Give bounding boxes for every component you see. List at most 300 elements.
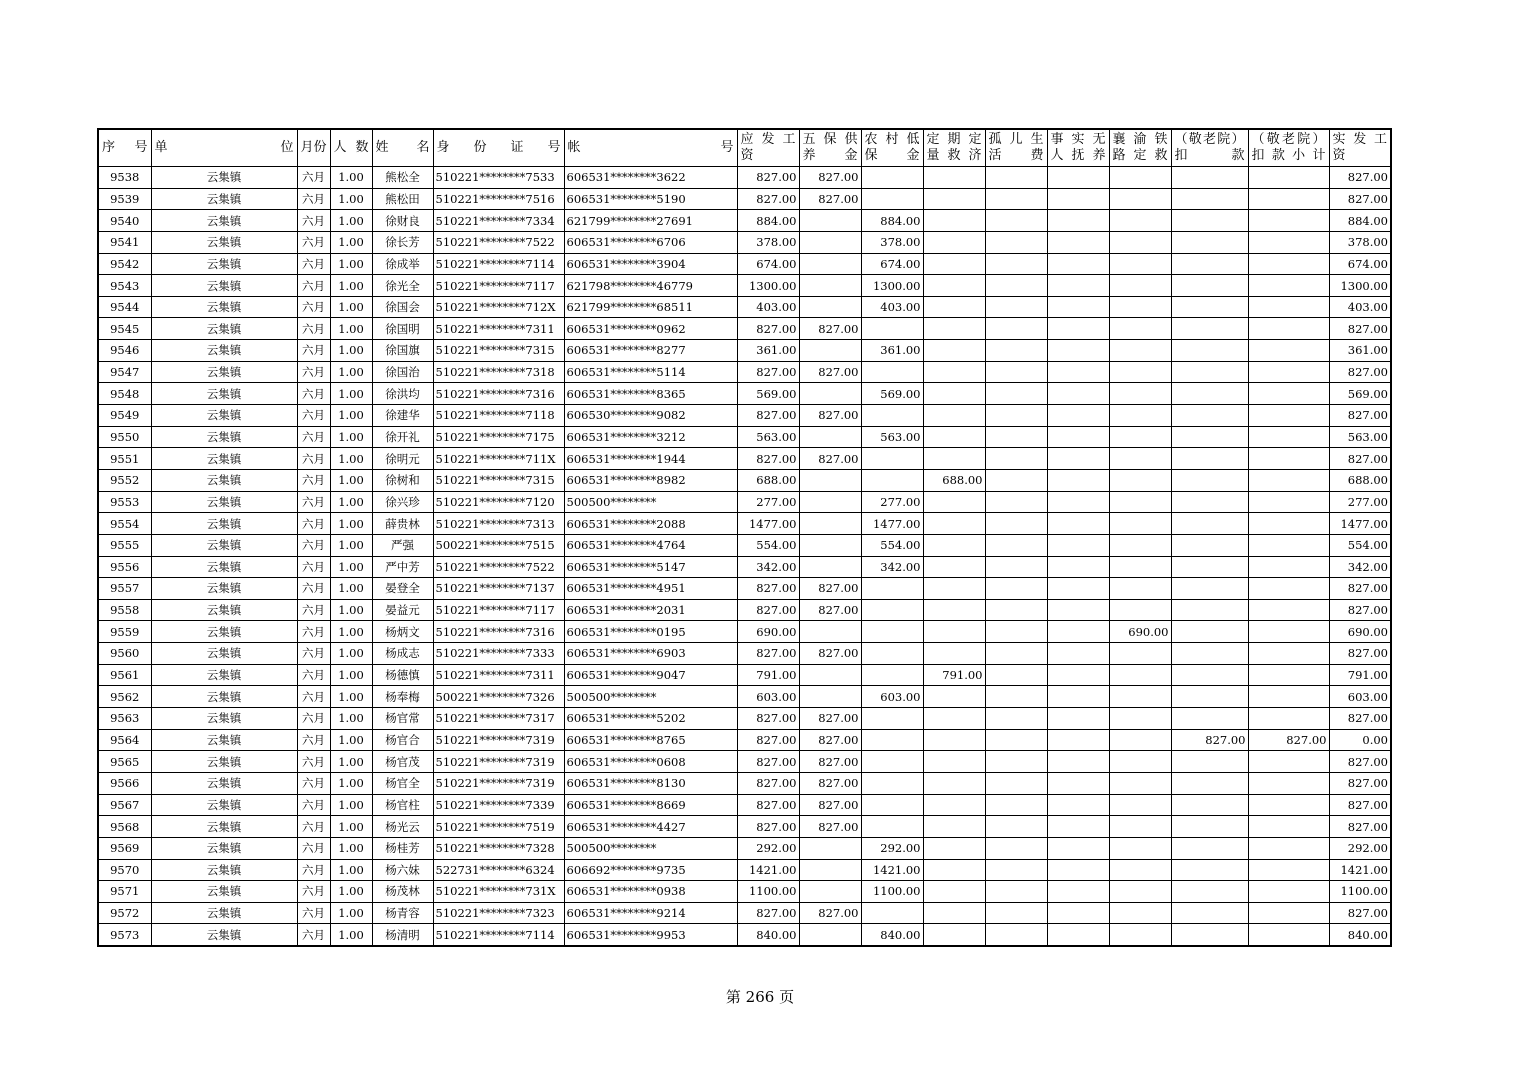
table-row	[98, 556, 1391, 578]
deduction-subtotal-cell	[1248, 275, 1329, 297]
orphan-cell	[985, 643, 1047, 665]
name-cell: 杨官合	[372, 729, 433, 751]
unsupported-child-cell	[1047, 837, 1109, 859]
account-cell: 606531********0938	[564, 881, 737, 903]
deduction-subtotal-cell	[1248, 253, 1329, 275]
unit-cell: 云集镇	[151, 902, 297, 924]
id-number-cell: 510221********7114	[433, 924, 564, 946]
rural-subsidy-cell	[861, 361, 923, 383]
name-cell: 薛贵林	[372, 513, 433, 535]
railway-relief-cell	[1109, 837, 1171, 859]
unit-cell: 云集镇	[151, 881, 297, 903]
unsupported-child-cell	[1047, 599, 1109, 621]
name-cell: 徐明元	[372, 448, 433, 470]
deduction-subtotal-cell	[1248, 924, 1329, 946]
count-cell: 1.00	[330, 448, 372, 470]
railway-relief-cell	[1109, 751, 1171, 773]
month-cell: 六月	[297, 469, 330, 491]
deduction-subtotal-cell	[1248, 686, 1329, 708]
net-pay-cell: 884.00	[1329, 210, 1391, 232]
unit-cell: 云集镇	[151, 751, 297, 773]
account-cell: 606531********2031	[564, 599, 737, 621]
unit-cell: 云集镇	[151, 513, 297, 535]
rural-subsidy-cell	[861, 318, 923, 340]
id-number-cell: 510221********731X	[433, 881, 564, 903]
fixed-relief-cell	[923, 405, 985, 427]
month-cell: 六月	[297, 210, 330, 232]
unsupported-child-cell	[1047, 643, 1109, 665]
net-pay-cell: 827.00	[1329, 599, 1391, 621]
nursing-deduction-cell	[1171, 361, 1248, 383]
rural-subsidy-cell: 1100.00	[861, 881, 923, 903]
deduction-subtotal-cell	[1248, 426, 1329, 448]
net-pay-cell: 1421.00	[1329, 859, 1391, 881]
name-cell: 杨六妹	[372, 859, 433, 881]
rural-subsidy-cell: 554.00	[861, 534, 923, 556]
railway-relief-cell	[1109, 296, 1171, 318]
count-cell: 1.00	[330, 621, 372, 643]
nursing-deduction-cell	[1171, 794, 1248, 816]
net-pay-cell: 827.00	[1329, 578, 1391, 600]
serial-cell: 9569	[98, 837, 151, 859]
account-cell: 606531********9214	[564, 902, 737, 924]
account-cell: 606531********0195	[564, 621, 737, 643]
id-number-cell: 510221********711X	[433, 448, 564, 470]
gross-pay-cell: 674.00	[737, 253, 799, 275]
count-cell: 1.00	[330, 188, 372, 210]
fixed-relief-cell	[923, 275, 985, 297]
deduction-subtotal-cell	[1248, 340, 1329, 362]
deduction-subtotal-cell	[1248, 296, 1329, 318]
nursing-deduction-cell	[1171, 383, 1248, 405]
gross-pay-cell: 827.00	[737, 643, 799, 665]
payroll-table	[97, 128, 1392, 947]
column-header: 襄 渝 铁 路 定 救	[1109, 129, 1171, 167]
rural-subsidy-cell	[861, 167, 923, 189]
count-cell: 1.00	[330, 816, 372, 838]
table-row	[98, 751, 1391, 773]
name-cell: 徐财良	[372, 210, 433, 232]
name-cell: 杨官茂	[372, 751, 433, 773]
serial-cell: 9562	[98, 686, 151, 708]
account-cell: 606531********8130	[564, 772, 737, 794]
account-cell: 500500********	[564, 491, 737, 513]
account-cell: 500500********	[564, 686, 737, 708]
nursing-deduction-cell	[1171, 859, 1248, 881]
orphan-cell	[985, 599, 1047, 621]
count-cell: 1.00	[330, 210, 372, 232]
railway-relief-cell	[1109, 686, 1171, 708]
deduction-subtotal-cell	[1248, 210, 1329, 232]
table-row	[98, 469, 1391, 491]
fixed-relief-cell: 791.00	[923, 664, 985, 686]
id-number-cell: 510221********7533	[433, 167, 564, 189]
deduction-subtotal-cell	[1248, 361, 1329, 383]
id-number-cell: 510221********7328	[433, 837, 564, 859]
month-cell: 六月	[297, 578, 330, 600]
unit-cell: 云集镇	[151, 405, 297, 427]
table-row	[98, 491, 1391, 513]
five-guarantee-cell: 827.00	[799, 599, 861, 621]
unit-cell: 云集镇	[151, 643, 297, 665]
gross-pay-cell: 884.00	[737, 210, 799, 232]
month-cell: 六月	[297, 664, 330, 686]
five-guarantee-cell	[799, 837, 861, 859]
name-cell: 徐国明	[372, 318, 433, 340]
rural-subsidy-cell	[861, 751, 923, 773]
id-number-cell: 510221********7315	[433, 469, 564, 491]
table-body	[98, 167, 1391, 947]
orphan-cell	[985, 210, 1047, 232]
unit-cell: 云集镇	[151, 729, 297, 751]
unsupported-child-cell	[1047, 772, 1109, 794]
account-cell: 606531********6706	[564, 231, 737, 253]
five-guarantee-cell	[799, 296, 861, 318]
five-guarantee-cell	[799, 686, 861, 708]
fixed-relief-cell	[923, 448, 985, 470]
nursing-deduction-cell	[1171, 210, 1248, 232]
five-guarantee-cell	[799, 859, 861, 881]
unit-cell: 云集镇	[151, 599, 297, 621]
railway-relief-cell	[1109, 405, 1171, 427]
name-cell: 杨奉梅	[372, 686, 433, 708]
account-cell: 606531********2088	[564, 513, 737, 535]
table-row	[98, 621, 1391, 643]
unsupported-child-cell	[1047, 231, 1109, 253]
month-cell: 六月	[297, 751, 330, 773]
five-guarantee-cell: 827.00	[799, 794, 861, 816]
count-cell: 1.00	[330, 318, 372, 340]
railway-relief-cell	[1109, 859, 1171, 881]
fixed-relief-cell	[923, 361, 985, 383]
nursing-deduction-cell	[1171, 513, 1248, 535]
count-cell: 1.00	[330, 729, 372, 751]
five-guarantee-cell: 827.00	[799, 708, 861, 730]
net-pay-cell: 554.00	[1329, 534, 1391, 556]
rural-subsidy-cell	[861, 405, 923, 427]
net-pay-cell: 827.00	[1329, 167, 1391, 189]
table-row	[98, 426, 1391, 448]
serial-cell: 9566	[98, 772, 151, 794]
count-cell: 1.00	[330, 837, 372, 859]
count-cell: 1.00	[330, 556, 372, 578]
rural-subsidy-cell: 1421.00	[861, 859, 923, 881]
count-cell: 1.00	[330, 426, 372, 448]
nursing-deduction-cell	[1171, 751, 1248, 773]
id-number-cell: 522731********6324	[433, 859, 564, 881]
unit-cell: 云集镇	[151, 794, 297, 816]
serial-cell: 9551	[98, 448, 151, 470]
gross-pay-cell: 827.00	[737, 599, 799, 621]
unit-cell: 云集镇	[151, 426, 297, 448]
orphan-cell	[985, 513, 1047, 535]
gross-pay-cell: 827.00	[737, 816, 799, 838]
serial-cell: 9542	[98, 253, 151, 275]
railway-relief-cell	[1109, 902, 1171, 924]
id-number-cell: 510221********7317	[433, 708, 564, 730]
unsupported-child-cell	[1047, 469, 1109, 491]
five-guarantee-cell: 827.00	[799, 578, 861, 600]
name-cell: 晏益元	[372, 599, 433, 621]
fixed-relief-cell	[923, 578, 985, 600]
count-cell: 1.00	[330, 686, 372, 708]
name-cell: 徐国旗	[372, 340, 433, 362]
rural-subsidy-cell	[861, 794, 923, 816]
deduction-subtotal-cell	[1248, 491, 1329, 513]
fixed-relief-cell	[923, 513, 985, 535]
account-cell: 606531********9047	[564, 664, 737, 686]
fixed-relief-cell	[923, 599, 985, 621]
table-row	[98, 383, 1391, 405]
net-pay-cell: 827.00	[1329, 794, 1391, 816]
gross-pay-cell: 827.00	[737, 729, 799, 751]
fixed-relief-cell	[923, 881, 985, 903]
fixed-relief-cell	[923, 383, 985, 405]
table-row	[98, 902, 1391, 924]
deduction-subtotal-cell	[1248, 188, 1329, 210]
net-pay-cell: 277.00	[1329, 491, 1391, 513]
table-row	[98, 405, 1391, 427]
gross-pay-cell: 563.00	[737, 426, 799, 448]
name-cell: 徐国治	[372, 361, 433, 383]
nursing-deduction-cell	[1171, 188, 1248, 210]
gross-pay-cell: 603.00	[737, 686, 799, 708]
unit-cell: 云集镇	[151, 556, 297, 578]
deduction-subtotal-cell: 827.00	[1248, 729, 1329, 751]
nursing-deduction-cell: 827.00	[1171, 729, 1248, 751]
nursing-deduction-cell	[1171, 578, 1248, 600]
nursing-deduction-cell	[1171, 599, 1248, 621]
nursing-deduction-cell	[1171, 469, 1248, 491]
unit-cell: 云集镇	[151, 383, 297, 405]
net-pay-cell: 827.00	[1329, 188, 1391, 210]
deduction-subtotal-cell	[1248, 751, 1329, 773]
table-row	[98, 599, 1391, 621]
gross-pay-cell: 827.00	[737, 167, 799, 189]
unsupported-child-cell	[1047, 275, 1109, 297]
deduction-subtotal-cell	[1248, 231, 1329, 253]
table-row	[98, 816, 1391, 838]
deduction-subtotal-cell	[1248, 513, 1329, 535]
name-cell: 严强	[372, 534, 433, 556]
orphan-cell	[985, 794, 1047, 816]
account-cell: 500500********	[564, 837, 737, 859]
table-row	[98, 318, 1391, 340]
five-guarantee-cell: 827.00	[799, 902, 861, 924]
serial-cell: 9553	[98, 491, 151, 513]
account-cell: 606531********8277	[564, 340, 737, 362]
serial-cell: 9567	[98, 794, 151, 816]
rural-subsidy-cell: 1477.00	[861, 513, 923, 535]
nursing-deduction-cell	[1171, 253, 1248, 275]
column-header: 定 期 定 量 救 济	[923, 129, 985, 167]
rural-subsidy-cell	[861, 664, 923, 686]
table-row	[98, 448, 1391, 470]
fixed-relief-cell	[923, 188, 985, 210]
unsupported-child-cell	[1047, 188, 1109, 210]
serial-cell: 9559	[98, 621, 151, 643]
serial-cell: 9558	[98, 599, 151, 621]
account-cell: 606531********5147	[564, 556, 737, 578]
month-cell: 六月	[297, 794, 330, 816]
id-number-cell: 510221********7334	[433, 210, 564, 232]
orphan-cell	[985, 167, 1047, 189]
account-cell: 606531********6903	[564, 643, 737, 665]
column-header: 姓 名	[372, 129, 433, 167]
id-number-cell: 510221********7313	[433, 513, 564, 535]
five-guarantee-cell: 827.00	[799, 318, 861, 340]
name-cell: 熊松全	[372, 167, 433, 189]
gross-pay-cell: 569.00	[737, 383, 799, 405]
table-row	[98, 837, 1391, 859]
month-cell: 六月	[297, 816, 330, 838]
unsupported-child-cell	[1047, 513, 1109, 535]
rural-subsidy-cell: 342.00	[861, 556, 923, 578]
fixed-relief-cell	[923, 340, 985, 362]
orphan-cell	[985, 469, 1047, 491]
nursing-deduction-cell	[1171, 686, 1248, 708]
unit-cell: 云集镇	[151, 361, 297, 383]
unsupported-child-cell	[1047, 253, 1109, 275]
serial-cell: 9554	[98, 513, 151, 535]
name-cell: 徐光全	[372, 275, 433, 297]
deduction-subtotal-cell	[1248, 816, 1329, 838]
deduction-subtotal-cell	[1248, 772, 1329, 794]
serial-cell: 9546	[98, 340, 151, 362]
fixed-relief-cell: 688.00	[923, 469, 985, 491]
month-cell: 六月	[297, 383, 330, 405]
net-pay-cell: 361.00	[1329, 340, 1391, 362]
account-cell: 606531********0962	[564, 318, 737, 340]
rural-subsidy-cell	[861, 708, 923, 730]
nursing-deduction-cell	[1171, 643, 1248, 665]
unsupported-child-cell	[1047, 383, 1109, 405]
gross-pay-cell: 827.00	[737, 902, 799, 924]
rural-subsidy-cell: 277.00	[861, 491, 923, 513]
month-cell: 六月	[297, 513, 330, 535]
net-pay-cell: 827.00	[1329, 902, 1391, 924]
id-number-cell: 510221********7137	[433, 578, 564, 600]
name-cell: 徐树和	[372, 469, 433, 491]
nursing-deduction-cell	[1171, 621, 1248, 643]
serial-cell: 9568	[98, 816, 151, 838]
unsupported-child-cell	[1047, 729, 1109, 751]
name-cell: 杨成志	[372, 643, 433, 665]
serial-cell: 9547	[98, 361, 151, 383]
five-guarantee-cell	[799, 556, 861, 578]
month-cell: 六月	[297, 491, 330, 513]
net-pay-cell: 827.00	[1329, 361, 1391, 383]
deduction-subtotal-cell	[1248, 556, 1329, 578]
fixed-relief-cell	[923, 686, 985, 708]
count-cell: 1.00	[330, 275, 372, 297]
fixed-relief-cell	[923, 708, 985, 730]
five-guarantee-cell	[799, 210, 861, 232]
orphan-cell	[985, 275, 1047, 297]
deduction-subtotal-cell	[1248, 859, 1329, 881]
unsupported-child-cell	[1047, 534, 1109, 556]
orphan-cell	[985, 751, 1047, 773]
id-number-cell: 510221********7339	[433, 794, 564, 816]
rural-subsidy-cell	[861, 599, 923, 621]
account-cell: 621799********68511	[564, 296, 737, 318]
id-number-cell: 510221********7522	[433, 556, 564, 578]
id-number-cell: 510221********7519	[433, 816, 564, 838]
nursing-deduction-cell	[1171, 231, 1248, 253]
deduction-subtotal-cell	[1248, 621, 1329, 643]
fixed-relief-cell	[923, 643, 985, 665]
net-pay-cell: 0.00	[1329, 729, 1391, 751]
fixed-relief-cell	[923, 772, 985, 794]
railway-relief-cell	[1109, 664, 1171, 686]
table-row	[98, 794, 1391, 816]
month-cell: 六月	[297, 772, 330, 794]
table-row	[98, 340, 1391, 362]
railway-relief-cell	[1109, 231, 1171, 253]
unsupported-child-cell	[1047, 859, 1109, 881]
column-header: （敬老院）扣款小计	[1248, 129, 1329, 167]
account-cell: 606692********9735	[564, 859, 737, 881]
orphan-cell	[985, 924, 1047, 946]
nursing-deduction-cell	[1171, 816, 1248, 838]
fixed-relief-cell	[923, 902, 985, 924]
five-guarantee-cell	[799, 513, 861, 535]
unsupported-child-cell	[1047, 167, 1109, 189]
nursing-deduction-cell	[1171, 296, 1248, 318]
serial-cell: 9565	[98, 751, 151, 773]
unsupported-child-cell	[1047, 708, 1109, 730]
unit-cell: 云集镇	[151, 772, 297, 794]
gross-pay-cell: 1421.00	[737, 859, 799, 881]
table-row	[98, 881, 1391, 903]
id-number-cell: 500221********7326	[433, 686, 564, 708]
railway-relief-cell	[1109, 729, 1171, 751]
month-cell: 六月	[297, 729, 330, 751]
unit-cell: 云集镇	[151, 340, 297, 362]
rural-subsidy-cell: 840.00	[861, 924, 923, 946]
nursing-deduction-cell	[1171, 837, 1248, 859]
gross-pay-cell: 1100.00	[737, 881, 799, 903]
unsupported-child-cell	[1047, 902, 1109, 924]
railway-relief-cell	[1109, 469, 1171, 491]
five-guarantee-cell: 827.00	[799, 751, 861, 773]
nursing-deduction-cell	[1171, 772, 1248, 794]
nursing-deduction-cell	[1171, 318, 1248, 340]
month-cell: 六月	[297, 340, 330, 362]
column-header: 五 保 供 养 金	[799, 129, 861, 167]
fixed-relief-cell	[923, 621, 985, 643]
name-cell: 严中芳	[372, 556, 433, 578]
gross-pay-cell: 827.00	[737, 188, 799, 210]
gross-pay-cell: 688.00	[737, 469, 799, 491]
five-guarantee-cell: 827.00	[799, 643, 861, 665]
net-pay-cell: 403.00	[1329, 296, 1391, 318]
rural-subsidy-cell: 563.00	[861, 426, 923, 448]
gross-pay-cell: 827.00	[737, 751, 799, 773]
nursing-deduction-cell	[1171, 924, 1248, 946]
rural-subsidy-cell: 884.00	[861, 210, 923, 232]
id-number-cell: 510221********7311	[433, 318, 564, 340]
nursing-deduction-cell	[1171, 491, 1248, 513]
five-guarantee-cell	[799, 621, 861, 643]
month-cell: 六月	[297, 837, 330, 859]
deduction-subtotal-cell	[1248, 578, 1329, 600]
id-number-cell: 510221********7333	[433, 643, 564, 665]
name-cell: 徐洪均	[372, 383, 433, 405]
count-cell: 1.00	[330, 469, 372, 491]
account-cell: 606531********3904	[564, 253, 737, 275]
unsupported-child-cell	[1047, 426, 1109, 448]
